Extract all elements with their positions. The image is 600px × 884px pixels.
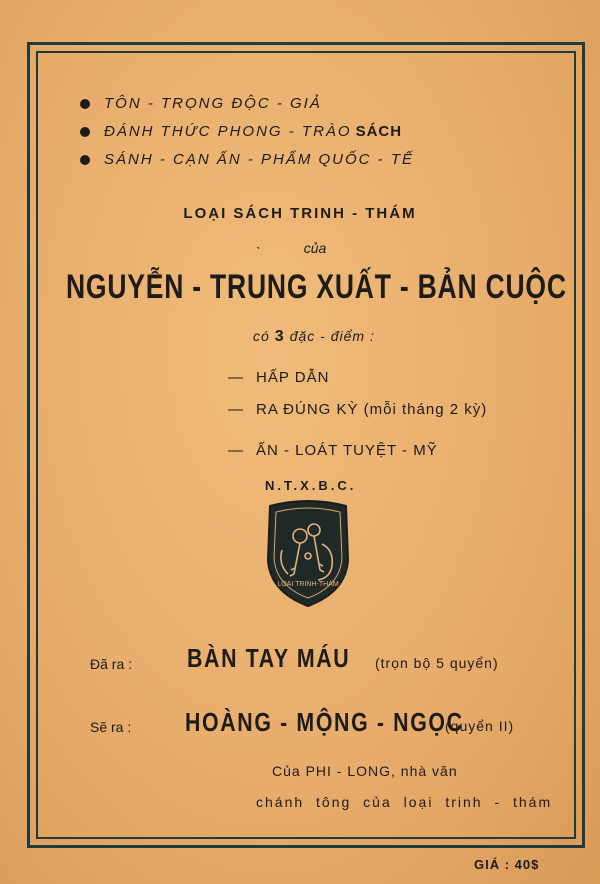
of-label: của — [303, 240, 327, 256]
released-title: BÀN TAY MÁU — [187, 643, 351, 673]
bullet-dot-icon — [80, 99, 90, 109]
feature-dash: — — [228, 442, 244, 459]
feature-text: HẤP DẪN — [256, 369, 330, 386]
bullet-dot-icon — [80, 127, 90, 137]
bullet-item — [80, 151, 414, 168]
feature-item — [228, 369, 329, 386]
bullet-text: SÁNH - CẠN ẤN - PHẨM QUỐC - TẾ — [104, 151, 415, 168]
features-intro-pre: có — [253, 328, 270, 344]
upcoming-title: HOÀNG - MỘNG - NGỌC — [185, 707, 464, 737]
publisher-abbreviation: N.T.X.B.C. — [265, 478, 357, 493]
emblem-text: LOẠI TRINH-THÁM — [277, 581, 339, 588]
released-label: Đã ra : — [90, 656, 133, 672]
feature-item — [228, 442, 438, 459]
bullet-dot-icon — [80, 155, 90, 165]
bullet-text: TÔN - TRỌNG ĐỘC - GIẢ — [104, 95, 322, 112]
tick-mark-icon: ˋ — [256, 244, 261, 260]
bullet-emphasis: SÁCH — [355, 123, 403, 140]
price-label: GIÁ : 40$ — [474, 857, 540, 872]
author-line-1: Của PHI - LONG, nhà văn — [272, 763, 458, 779]
bullet-text: ĐÁNH THỨC PHONG - TRÀO — [104, 123, 352, 140]
upcoming-note: (quyển II) — [445, 718, 515, 734]
author-line-2: chánh tông của loại trinh - thám — [256, 794, 553, 810]
features-intro — [253, 328, 375, 346]
features-count: 3 — [274, 328, 285, 345]
series-label: LOẠI SÁCH TRINH - THÁM — [183, 205, 417, 222]
released-note: (trọn bộ 5 quyển) — [375, 655, 499, 671]
upcoming-label: Sẽ ra : — [90, 719, 132, 735]
feature-text: RA ĐÚNG KỲ (mỗi tháng 2 kỳ) — [256, 401, 488, 418]
bullet-item — [80, 95, 322, 112]
publisher-name: NGUYỄN - TRUNG XUẤT - BẢN CUỘC — [66, 268, 567, 306]
emblem-shield-icon — [262, 500, 354, 610]
feature-dash: — — [228, 369, 244, 386]
feature-dash: — — [228, 401, 244, 418]
features-intro-post: đặc - điểm : — [289, 328, 375, 344]
feature-text: ẤN - LOÁT TUYỆT - MỸ — [256, 442, 438, 459]
bullet-item — [80, 123, 402, 140]
feature-item — [228, 401, 487, 418]
